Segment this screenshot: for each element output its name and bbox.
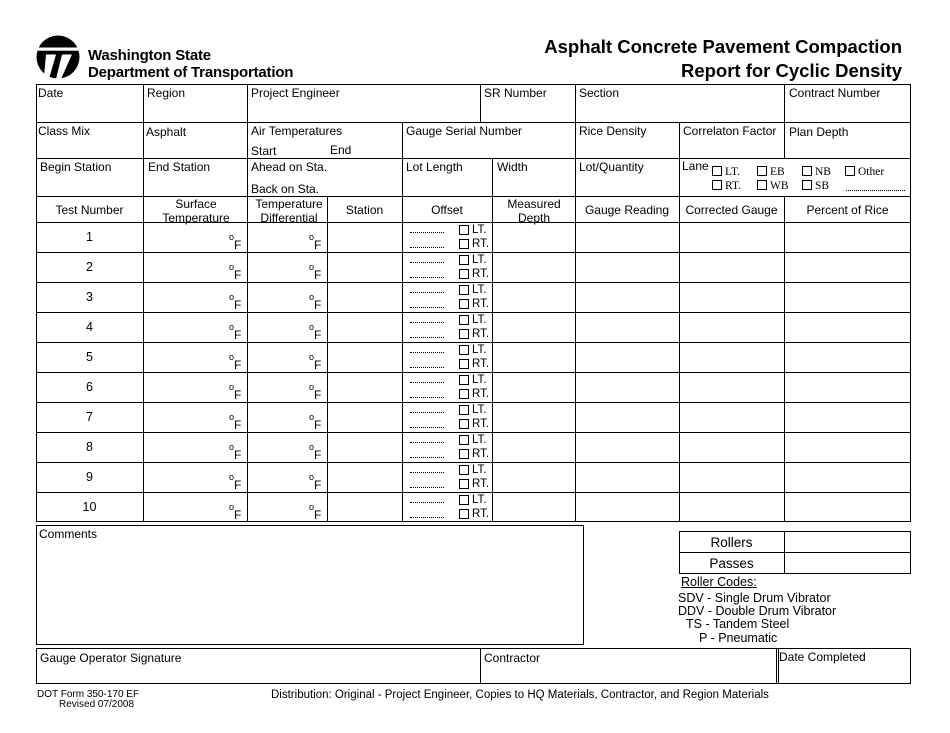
offset-rt-label: RT.: [472, 388, 490, 400]
offset-rt-checkbox[interactable]: [459, 239, 469, 249]
roller-code-sdv: SDV - Single Drum Vibrator: [678, 591, 831, 605]
offset-lt-checkbox[interactable]: [459, 225, 469, 235]
grid-line: [575, 122, 576, 158]
offset-rt-checkbox[interactable]: [459, 479, 469, 489]
rollers-label: Rollers: [710, 535, 753, 550]
grid-line: [480, 84, 481, 122]
grid-line: [575, 196, 576, 522]
lane-sb-label: SB: [815, 180, 830, 192]
grid-line: [402, 158, 403, 196]
lane-other-checkbox[interactable]: [845, 166, 855, 176]
lane-other-blank[interactable]: [846, 190, 905, 191]
col-station: Station: [345, 203, 384, 217]
offset-blank-bottom[interactable]: [410, 367, 444, 368]
date-label: Date: [38, 86, 64, 100]
form-number-text: DOT Form 350-170 EF: [37, 689, 140, 700]
offset-rt-checkbox[interactable]: [459, 509, 469, 519]
offset-blank-bottom[interactable]: [410, 457, 444, 458]
offset-blank-top[interactable]: [410, 292, 444, 293]
grid-line: [247, 158, 248, 196]
grid-line: [143, 158, 144, 196]
grid-line: [143, 196, 144, 522]
grid-line: [784, 122, 785, 158]
grid-line: [492, 158, 493, 196]
col-percent-of-rice: Percent of Rice: [806, 203, 889, 217]
roller-code-ts: TS - Tandem Steel: [686, 617, 790, 631]
form-revised: Revised 07/2008: [59, 699, 135, 710]
start-label: Start: [251, 144, 277, 158]
offset-lt-checkbox[interactable]: [459, 495, 469, 505]
offset-lt-label: LT.: [472, 314, 487, 326]
offset-blank-top[interactable]: [410, 352, 444, 353]
temperature-differential-unit: $^o$F: [309, 292, 322, 312]
test-number-cell: 5: [86, 350, 93, 364]
offset-rt-checkbox[interactable]: [459, 419, 469, 429]
test-number-cell: 2: [86, 260, 93, 274]
offset-blank-top[interactable]: [410, 502, 444, 503]
form-title: [544, 35, 902, 83]
lane-wb-label: WB: [770, 180, 789, 192]
offset-blank-top[interactable]: [410, 472, 444, 473]
rice-density-label: Rice Density: [579, 124, 647, 138]
temperature-differential-unit: $^o$F: [309, 472, 322, 492]
offset-lt-label: LT.: [472, 404, 487, 416]
surface-temperature-unit: $^o$F: [229, 232, 242, 252]
section-label: Section: [579, 86, 620, 100]
grid-line: [784, 196, 785, 522]
lane-eb-label: EB: [770, 166, 785, 178]
offset-blank-bottom[interactable]: [410, 307, 444, 308]
air-temperatures-label: Air Temperatures: [251, 124, 343, 138]
col-temperature-differential: Temperature Differential: [255, 197, 323, 225]
lane-eb-checkbox[interactable]: [757, 166, 767, 176]
plan-depth-label: Plan Depth: [789, 125, 849, 139]
offset-blank-bottom[interactable]: [410, 397, 444, 398]
agency-name: [88, 47, 293, 81]
wsdot-logo: [36, 35, 80, 79]
offset-rt-label: RT.: [472, 508, 490, 520]
region-label: Region: [147, 86, 186, 100]
offset-rt-checkbox[interactable]: [459, 299, 469, 309]
offset-blank-bottom[interactable]: [410, 487, 444, 488]
offset-rt-checkbox[interactable]: [459, 269, 469, 279]
offset-blank-bottom[interactable]: [410, 247, 444, 248]
test-number-cell: 9: [86, 470, 93, 484]
signature-divider: [480, 648, 481, 684]
contractor-label: Contractor: [484, 651, 541, 665]
roller-codes-title: Roller Codes:: [681, 575, 757, 589]
end-label: End: [330, 143, 352, 157]
temperature-differential-unit: $^o$F: [309, 412, 322, 432]
asphalt-label: Asphalt: [146, 125, 187, 139]
surface-temperature-unit: $^o$F: [229, 442, 242, 462]
offset-rt-label: RT.: [472, 328, 490, 340]
grid-line: [247, 122, 248, 158]
grid-line: [143, 122, 144, 158]
grid-line: [679, 196, 680, 522]
contract-number-label: Contract Number: [789, 86, 881, 100]
temperature-differential-unit: $^o$F: [309, 382, 322, 402]
end-station-label: End Station: [148, 160, 211, 174]
lane-sb-checkbox[interactable]: [802, 180, 812, 190]
grid-line: [247, 196, 248, 522]
surface-temperature-unit: $^o$F: [229, 322, 242, 342]
ahead-on-sta-label: Ahead on Sta.: [251, 160, 328, 174]
agency-line1: Washington State: [88, 47, 211, 64]
lane-lt-checkbox[interactable]: [712, 166, 722, 176]
col-test-number: Test Number: [55, 203, 124, 217]
test-number-cell: 10: [82, 500, 97, 514]
test-number-cell: 1: [86, 230, 93, 244]
surface-temperature-unit: $^o$F: [229, 472, 242, 492]
offset-rt-label: RT.: [472, 238, 490, 250]
temperature-differential-unit: $^o$F: [309, 352, 322, 372]
offset-blank-bottom[interactable]: [410, 337, 444, 338]
offset-lt-checkbox[interactable]: [459, 345, 469, 355]
offset-blank-top[interactable]: [410, 262, 444, 263]
grid-line: [492, 196, 493, 522]
grid-line: [143, 84, 144, 122]
offset-lt-checkbox[interactable]: [459, 255, 469, 265]
offset-rt-label: RT.: [472, 298, 490, 310]
back-on-sta-label: Back on Sta.: [251, 182, 320, 196]
title-line2: Report for Cyclic Density: [680, 60, 902, 81]
offset-lt-checkbox[interactable]: [459, 405, 469, 415]
offset-lt-label: LT.: [472, 374, 487, 386]
offset-blank-bottom[interactable]: [410, 427, 444, 428]
temperature-differential-unit: $^o$F: [309, 442, 322, 462]
test-number-cell: 3: [86, 290, 93, 304]
roller-code-ddv: DDV - Double Drum Vibrator: [678, 604, 837, 618]
offset-lt-label: LT.: [472, 284, 487, 296]
offset-blank-top[interactable]: [410, 322, 444, 323]
surface-temperature-unit: $^o$F: [229, 262, 242, 282]
lane-nb-label: NB: [815, 166, 831, 178]
offset-lt-checkbox[interactable]: [459, 315, 469, 325]
offset-lt-label: LT.: [472, 344, 487, 356]
offset-blank-bottom[interactable]: [410, 277, 444, 278]
grid-line: [575, 84, 576, 122]
offset-lt-checkbox[interactable]: [459, 435, 469, 445]
lot-length-label: Lot Length: [406, 160, 463, 174]
date-completed-label: Date Completed: [779, 650, 866, 664]
gauge-operator-signature-label: Gauge Operator Signature: [40, 651, 182, 665]
col-corrected-gauge: Corrected Gauge: [685, 203, 778, 217]
offset-rt-checkbox[interactable]: [459, 359, 469, 369]
agency-line2: Department of Transportation: [88, 64, 294, 81]
temperature-differential-unit: $^o$F: [309, 502, 322, 522]
surface-temperature-unit: $^o$F: [229, 382, 242, 402]
test-number-cell: 8: [86, 440, 93, 454]
temperature-differential-unit: $^o$F: [309, 232, 322, 252]
test-number-cell: 7: [86, 410, 93, 424]
col-offset: Offset: [431, 203, 463, 217]
lane-rt-label: RT.: [725, 180, 742, 192]
lane-label: Lane: [682, 159, 709, 173]
col-gauge-reading: Gauge Reading: [584, 203, 670, 217]
offset-rt-checkbox[interactable]: [459, 389, 469, 399]
surface-temperature-unit: $^o$F: [229, 502, 242, 522]
offset-lt-checkbox[interactable]: [459, 285, 469, 295]
gauge-serial-number-label: Gauge Serial Number: [406, 124, 523, 138]
offset-rt-label: RT.: [472, 358, 490, 370]
surface-temperature-unit: $^o$F: [229, 412, 242, 432]
lane-rt-checkbox[interactable]: [712, 180, 722, 190]
offset-blank-top[interactable]: [410, 232, 444, 233]
grid-line: [402, 122, 403, 158]
grid-line: [784, 84, 785, 122]
offset-lt-label: LT.: [472, 464, 487, 476]
surface-temperature-unit: $^o$F: [229, 352, 242, 372]
offset-lt-label: LT.: [472, 494, 487, 506]
temperature-differential-unit: $^o$F: [309, 322, 322, 342]
offset-blank-top[interactable]: [410, 382, 444, 383]
offset-rt-label: RT.: [472, 268, 490, 280]
title-line1: Asphalt Concrete Pavement Compaction: [544, 36, 902, 57]
grid-line: [679, 122, 680, 158]
grid-line: [247, 84, 248, 122]
test-number-cell: 4: [86, 320, 93, 334]
comments-box[interactable]: [36, 525, 584, 645]
surface-temperature-unit: $^o$F: [229, 292, 242, 312]
offset-rt-label: RT.: [472, 448, 490, 460]
roller-code-p: P - Pneumatic: [699, 631, 778, 645]
sr-number-label: SR Number: [484, 86, 547, 100]
temperature-differential-unit: $^o$F: [309, 262, 322, 282]
test-number-cell: 6: [86, 380, 93, 394]
offset-lt-label: LT.: [472, 434, 487, 446]
offset-rt-checkbox[interactable]: [459, 449, 469, 459]
lane-lt-label: LT.: [725, 166, 741, 178]
offset-rt-label: RT.: [472, 478, 490, 490]
offset-blank-bottom[interactable]: [410, 517, 444, 518]
offset-lt-label: LT.: [472, 224, 487, 236]
offset-lt-checkbox[interactable]: [459, 375, 469, 385]
lane-wb-checkbox[interactable]: [757, 180, 767, 190]
width-label: Width: [497, 160, 528, 174]
project-engineer-label: Project Engineer: [251, 86, 340, 100]
distribution-note: Distribution: Original - Project Engineer, Copies to HQ Materials, Contractor, and Region Materials: [271, 689, 769, 701]
begin-station-label: Begin Station: [40, 160, 112, 174]
rollers-divider: [784, 531, 785, 574]
lane-nb-checkbox[interactable]: [802, 166, 812, 176]
grid-line: [575, 158, 576, 196]
col-surface-temperature: Surface Temperature: [162, 197, 230, 225]
offset-rt-checkbox[interactable]: [459, 329, 469, 339]
lane-other-label: Other: [858, 166, 885, 178]
offset-blank-top[interactable]: [410, 442, 444, 443]
offset-rt-label: RT.: [472, 418, 490, 430]
correlation-factor-label: Correlaton Factor: [683, 124, 777, 138]
class-mix-label: Class Mix: [38, 124, 91, 138]
grid-line: [402, 196, 403, 522]
col-measured-depth: Measured Depth: [507, 197, 561, 225]
comments-label: Comments: [39, 527, 98, 541]
grid-line: [327, 196, 328, 522]
passes-label: Passes: [709, 556, 754, 571]
lot-quantity-label: Lot/Quantity: [579, 160, 644, 174]
offset-lt-label: LT.: [472, 254, 487, 266]
offset-lt-checkbox[interactable]: [459, 465, 469, 475]
grid-line: [679, 158, 680, 196]
rollers-divider: [679, 552, 911, 553]
offset-blank-top[interactable]: [410, 412, 444, 413]
